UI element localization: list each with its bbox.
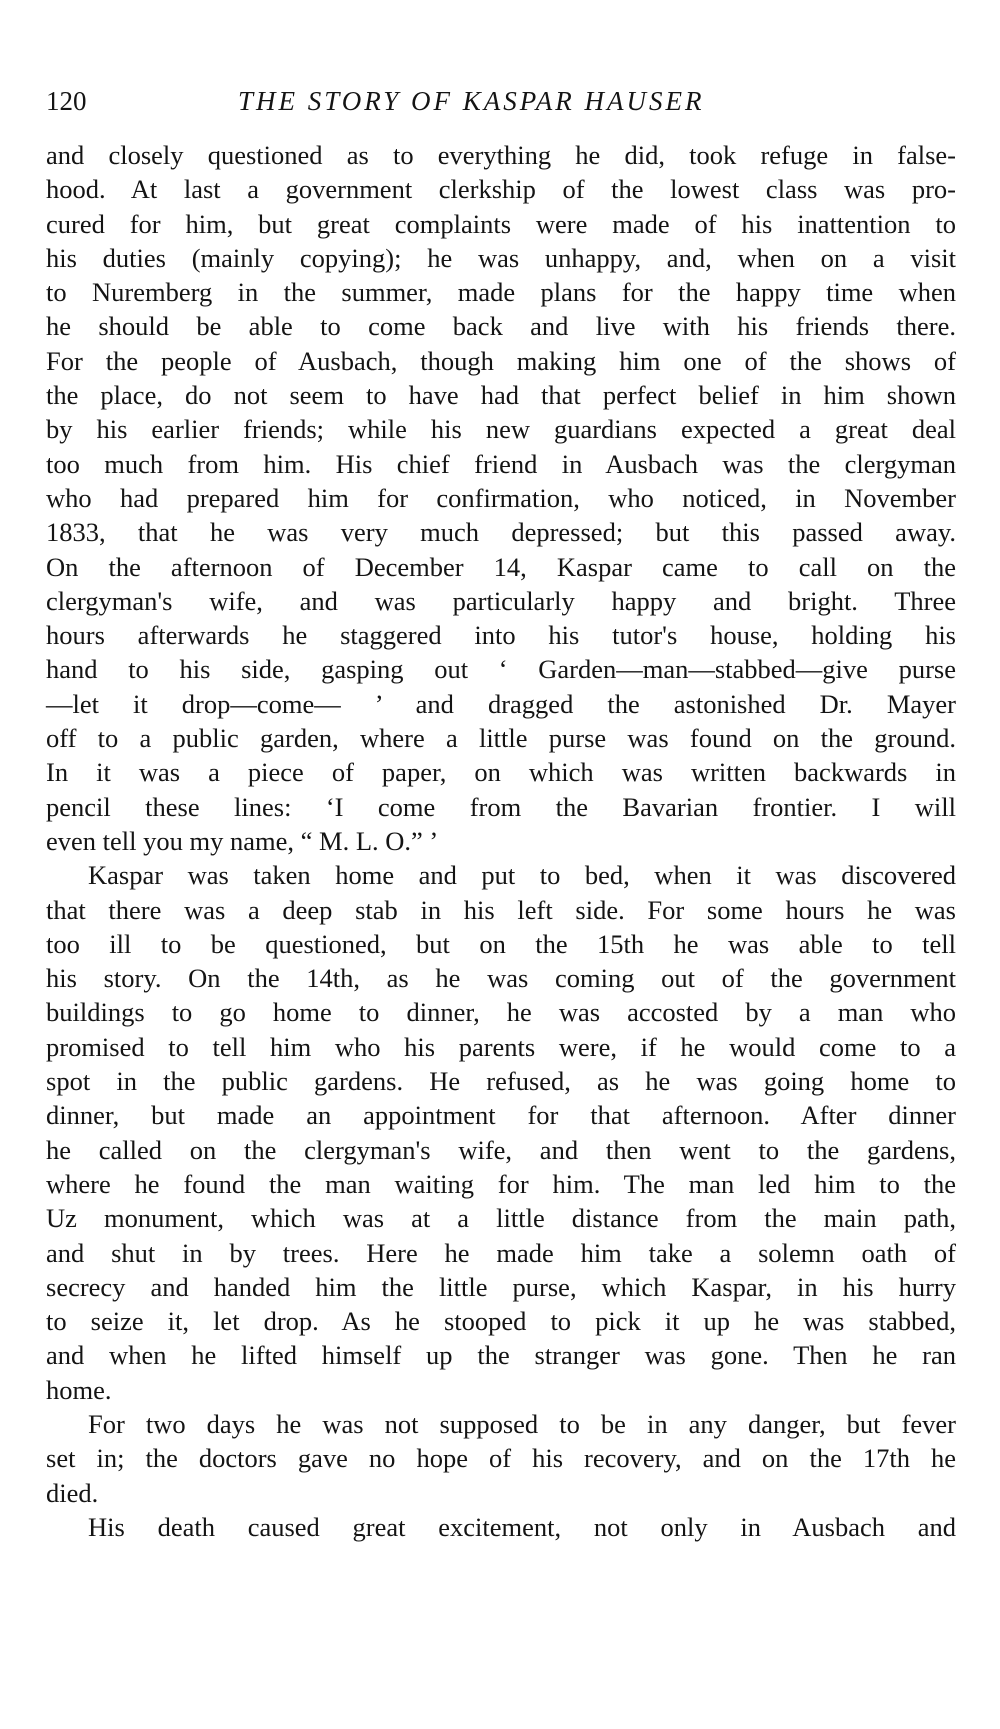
text-line: to Nuremberg in the summer, made plans for the happy time when [46,277,956,308]
text-line: —let it drop—come— ’ and dragged the astonished Dr. Mayer [46,688,956,719]
text-line: promised to tell him who his parents were, if he would come to a [46,1031,956,1062]
text-line: and when he lifted himself up the stranger was gone. Then he ran [46,1340,956,1371]
text-line: off to a public garden, where a little purse was found on the ground. [46,723,956,754]
text-line: home. [46,1374,112,1405]
text-line: For two days he was not supposed to be in any danger, but fever [88,1408,956,1439]
text-line: he called on the clergyman's wife, and then went to the gardens, [46,1134,956,1165]
running-title: THE STORY OF KASPAR HAUSER [238,86,705,116]
text-line: his story. On the 14th, as he was coming out of the government [46,963,956,994]
text-line: too much from him. His chief friend in Ausbach was the clergyman [46,448,956,479]
text-line: On the afternoon of December 14, Kaspar came to call on the [46,551,956,582]
text-line: that there was a deep stab in his left side. For some hours he was [46,894,956,925]
text-line: where he found the man waiting for him. The man led him to the [46,1168,956,1199]
text-line: hours afterwards he staggered into his tutor's house, holding his [46,620,956,651]
text-line: Uz monument, which was at a little distance from the main path, [46,1203,956,1234]
text-line: even tell you my name, “ M. L. O.” ’ [46,825,439,856]
text-line: buildings to go home to dinner, he was accosted by a man who [46,997,956,1028]
text-line: by his earlier friends; while his new guardians expected a great deal [46,414,956,445]
text-line: and shut in by trees. Here he made him take a solemn oath of [46,1237,956,1268]
text-line: hood. At last a government clerkship of the lowest class was pro- [46,174,956,205]
text-line: the place, do not seem to have had that perfect belief in him shown [46,380,956,411]
text-line: For the people of Ausbach, though making him one of the shows of [46,345,956,376]
page-number: 120 [46,86,87,116]
text-line: Kaspar was taken home and put to bed, when it was discovered [88,860,956,891]
text-line: 1833, that he was very much depressed; but this passed away. [46,517,956,548]
body-text [46,138,956,1544]
text-line: who had prepared him for confirmation, who noticed, in November [46,482,956,513]
text-line: pencil these lines: ‘I come from the Bavarian frontier. I will [46,791,956,822]
text-line: spot in the public gardens. He refused, as he was going home to [46,1066,956,1097]
text-line: his duties (mainly copying); he was unhappy, and, when on a visit [46,242,956,273]
running-head [46,84,956,118]
text-line: cured for him, but great complaints were made of his inattention to [46,208,956,239]
text-line: In it was a piece of paper, on which was written backwards in [46,757,956,788]
text-line: he should be able to come back and live with his friends there. [46,311,956,342]
text-line: and closely questioned as to everything he did, took refuge in false- [46,140,956,170]
text-line: hand to his side, gasping out ‘ Garden—man—stabbed—give purse [46,654,956,685]
text-line: set in; the doctors gave no hope of his recovery, and on the 17th he [46,1443,956,1474]
text-line: dinner, but made an appointment for that afternoon. After dinner [46,1100,956,1131]
text-line: His death caused great excitement, not only in Ausbach and [88,1511,956,1542]
text-line: died. [46,1477,99,1508]
text-line: secrecy and handed him the little purse, which Kaspar, in his hurry [46,1271,956,1302]
text-line: too ill to be questioned, but on the 15th he was able to tell [46,928,956,959]
text-line: clergyman's wife, and was particularly happy and bright. Three [46,585,956,616]
text-line: to seize it, let drop. As he stooped to pick it up he was stabbed, [46,1306,956,1337]
